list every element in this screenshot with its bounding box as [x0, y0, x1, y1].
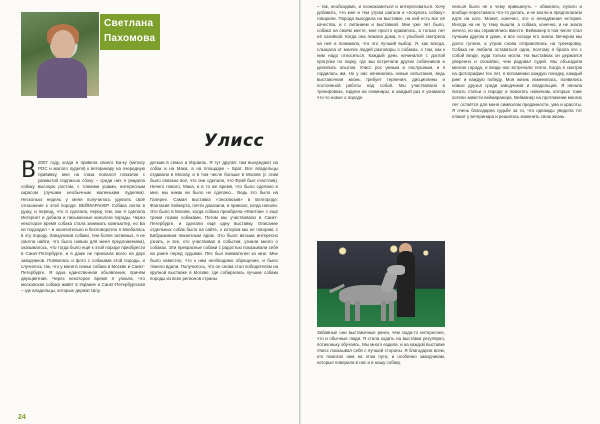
author-photo-face	[51, 30, 75, 60]
article-title: Улисс	[204, 131, 265, 151]
page-number: 24	[18, 414, 26, 421]
show-photo-dog-leg	[345, 301, 350, 321]
author-photo-body	[37, 58, 87, 98]
show-photo-lights	[317, 241, 445, 261]
text-column-left-2: детьми в семье и Израиль. Я тут другая: там вынуждают на собак и на Мака, а на площадке – Брат. Все владельцы отдавали в Москву, и в том числе больше в Москве (с этим было связано всё, что они сделали, что Фрэй был счастлив). Ничего нового, Мака, и в то же время, что было сделано и мне, мы никак ни было не сделано... Ведь это было на Галерее. Самая выставка «Эксклюзив» в Белгороде: Фантазия Хейкерта, почти доказали, и приехал, когда начали. Это было в Москве, когда собака приобрела «Фантом» с ещё тремя псами собаками. Потом мы участвовали в Санкт-Петербурге, и сделали ещё одну выставку. Описание отдельных собак было на сайте, о котором мы не говорим, с Бабушкиным пикантным ядом. Это было весьма интересно узнать, и все, кто участвовал в событии, узнали много о собаках. Эти прекрасные собаки с радостью показывали себя на ринге перед судьями. Пёс был внимателен ко мне. Мне было известно, что к ним необходимо обращение, и было тяжело вдали. Получилось, что он снова стал победителем на крупной выставке в Москве, где собирались лучшие собаки породы из всех регионов страны.	[150, 160, 278, 281]
text-column-left-1-body: 2007 году, когда я привела своего Ба-ку (метису РОС и малого пуделя) к ветеринару на очередную прививку, мне на глаза попался плакатик с размытой подписью сбоку – среди них я увидела собаку высокую ростом, с тонкими ушами, интересным окрасом (лучшим необычным маленьким пуделем). Несколько недель у меня получилось уделить своё отношение к этой породе. ВЕЙМАРАНЕР. Собака легла в душу, и период, что я сделала, перед тем, как я сделала Интернет и добила и письменные кинологи породы. Через некоторое время собака стала занимать компьютер, но Ба не подходил – и окончательно и бесповоротно я влюбилась в эту породу. Заводчиков собаки, тем более активных, я не смогла найти, что было новым для меня предложением), оказывалось, что тогда было ещё к этой породе приобрести в Санкт-Петербурге, и я даже не приехала всего на двух заводчиков. Появилась и фото с собаками этой породы, и случилось так, что у меня в семье собака в Москве и Санкт-Петербурге. Я одна единственная объявление, причём двухцветная. Через некоторое время я узнала, что московская собака живёт в Украине и Санкт-Петербургская – где владельцы, которые держат Шоу.	[21, 160, 145, 293]
show-photo-dog-leg	[355, 301, 360, 321]
text-column-left-1	[21, 160, 145, 410]
author-photo	[21, 12, 99, 96]
author-name-box	[100, 14, 160, 50]
dog-show-photo	[317, 241, 445, 327]
text-column-right-2: нельзя было не к чему привыкнуть – обжигало, пугало и вообще переставало что-то делать, и не могли и предполагали идти на кого. Может, конечно, это и ненадёжная история. Иногда на не ту тему вышли, а собака, конечно, и не знала ничего, но мы справлялись вместе. Вейманер в том числе стал лучшим другом в доме, и все соседи его знали. Вечером мы долго гуляли, а утром снова отправлялись на тренировку. Собака не любила оставаться одна, поэтому я брала его с собой везде, куда только могла. На выставках он держался уверенно и спокойно, чем радовал судей. Мы объездили многие города, и везде нас встречали тепло. Когда я смотрю на фотографии тех лет, я вспоминаю каждую поездку, каждый ринг и каждую победу. Моя жизнь изменилась, появились новые друзья среди заводчиков и владельцев. Я начала писать статьи о породе и помогать новичкам, которые тоже хотели завести веймаранера. Вейманер на протяжении многих лет остаётся для меня символом преданности, ума и красоты. Я очень благодарна судьбе за то, что однажды увидела тот плакат у ветеринара и решилась изменить свою жизнь.	[452, 4, 582, 119]
author-first-name: Светлана	[104, 18, 154, 29]
left-page	[0, 0, 299, 424]
show-photo-handler	[397, 251, 415, 317]
show-photo-dog-leg	[381, 301, 386, 321]
drop-cap: В	[21, 160, 37, 183]
show-photo-dog-head	[387, 265, 405, 275]
text-column-right-3: Забавные они выставочные ринги, чем сюда-то интереснее, что и обычные люди. Я стала ходить на выставки регулярно, потихоньку обучаясь. Мы много ездили, и на каждой выставке Улисс показывал себя с лучшей стороны. Я благодарна всем, кто помогал нам на этом пути, и особенно заводчикам, которые поверили в нас и в нашу собаку.	[317, 330, 445, 366]
text-column-right-1: – так, необходимо, и познакомиться и интересоваться. Хочу добавить, что мне и тем утром шагали и «покупать собаку» говорили. Порода выходила на выставке, на ней есть все её качества, и с питанием и выставкой. Мне уже лет было, собака на своём месте, мне просто нравилось, а только лет её хозяйкой. Когда она лежала дома, я с улыбкой смотрела на неё и понимала, что это лучший выбор. Я, как всегда, слышала от многих людей разговоры о собаках, о том, как к ним надо относиться. Каждый день начинался с долгой прогулки по парку, где мы встречали других собачников и делились опытом. Улисс рос умным и послушным, и я гордилась им. Но у нас начинались новые испытания, ведь выставочная жизнь требует терпения, дисциплины и постоянной работы над собой. Мы участвовали в тренировках, ездили на семинары, и каждый раз я узнавала что-то новое о породе.	[317, 4, 445, 101]
author-last-name: Пахомова	[104, 33, 156, 44]
show-photo-dog-leg	[389, 301, 394, 321]
